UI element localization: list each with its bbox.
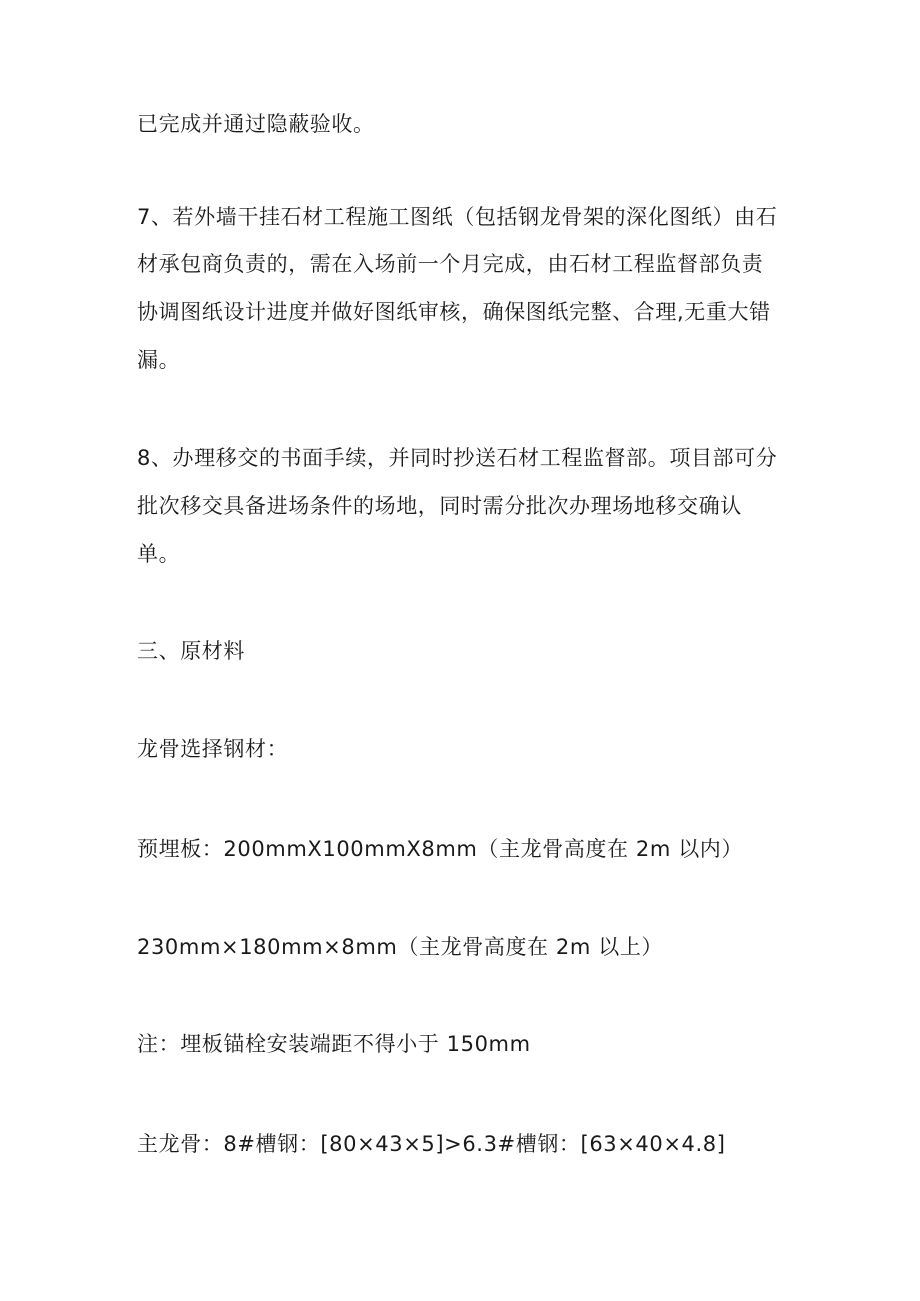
keel-material-line: 龙骨选择钢材： bbox=[137, 737, 289, 761]
main-keel-line: 主龙骨：8#槽钢：[80×43×5]>6.3#槽钢：[63×40×4.8] bbox=[137, 1132, 726, 1156]
note-line: 注：埋板锚栓安装端距不得小于 150mm bbox=[137, 1032, 531, 1056]
item-8-line-2: 批次移交具备进场条件的场地，同时需分批次办理场地移交确认 bbox=[137, 494, 742, 518]
item-8-line-3: 单。 bbox=[137, 542, 181, 566]
item-7-line-2: 材承包商负责的，需在入场前一个月完成，由石材工程监督部负责 bbox=[137, 252, 764, 276]
item-8-line-1: 8、办理移交的书面手续，并同时抄送石材工程监督部。项目部可分 bbox=[137, 446, 778, 470]
embedded-plate-alt-line: 230mm×180mm×8mm（主龙骨高度在 2m 以上） bbox=[137, 935, 664, 959]
section-heading: 三、原材料 bbox=[137, 639, 245, 663]
paragraph-continuation: 已完成并通过隐蔽验收。 bbox=[137, 112, 375, 136]
item-7-line-3: 协调图纸设计进度并做好图纸审核，确保图纸完整、合理,无重大错 bbox=[137, 300, 771, 324]
embedded-plate-line: 预埋板：200mmX100mmX8mm（主龙骨高度在 2m 以内） bbox=[137, 837, 744, 861]
item-7-line-1: 7、若外墙干挂石材工程施工图纸（包括钢龙骨架的深化图纸）由石 bbox=[137, 205, 778, 229]
item-7-line-4: 漏。 bbox=[137, 348, 181, 372]
